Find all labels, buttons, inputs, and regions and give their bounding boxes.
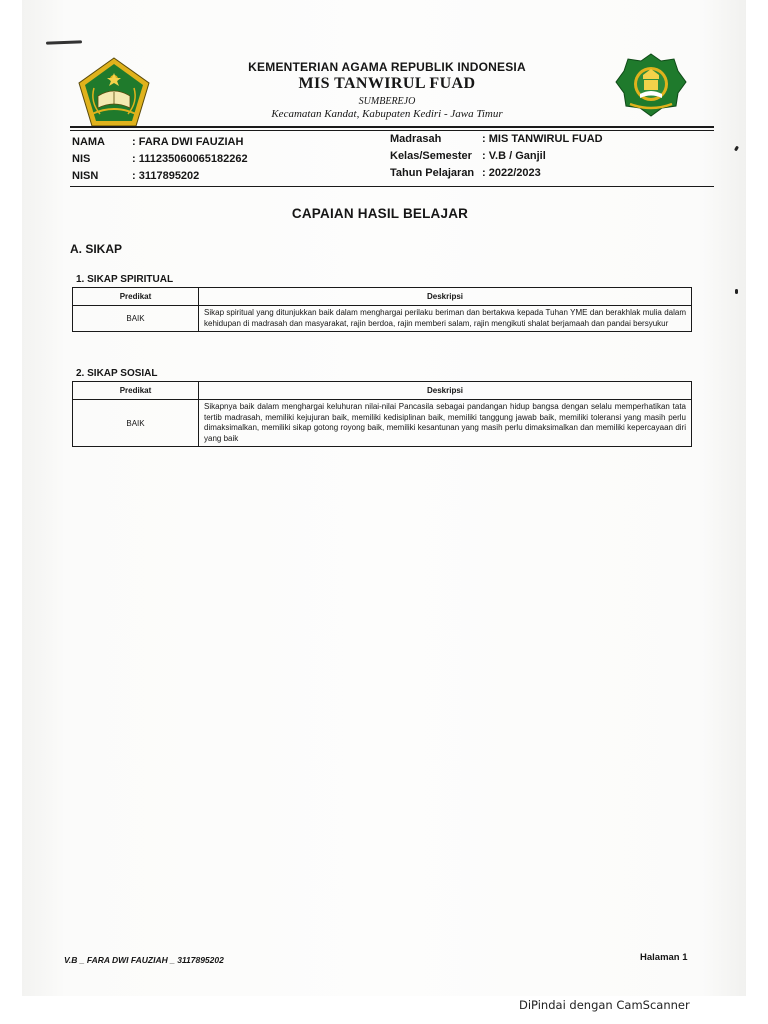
class-semester-value: : V.B / Ganjil xyxy=(482,150,546,162)
field-label: NISN xyxy=(72,170,99,182)
school-logo-icon xyxy=(614,52,688,118)
column-header: Deskripsi xyxy=(199,382,692,400)
field-label: Tahun Pelajaran xyxy=(390,167,475,179)
header-rule-thin xyxy=(70,130,714,131)
section-heading: A. SIKAP xyxy=(70,242,123,256)
table-header-row xyxy=(73,382,692,400)
class-semester-row xyxy=(390,150,690,167)
student-nis: : 111235060065182262 xyxy=(132,153,248,165)
social-table xyxy=(72,381,692,447)
school-address: Kecamatan Kandat, Kabupaten Kediri - Jawa Timur xyxy=(271,108,503,120)
student-nisn: : 3117895202 xyxy=(132,170,200,182)
ministry-logo-icon xyxy=(76,56,152,128)
column-header: Predikat xyxy=(73,382,199,400)
academic-year-value: : 2022/2023 xyxy=(482,167,541,179)
subsection-heading: 1. SIKAP SPIRITUAL xyxy=(76,274,174,285)
field-label: NAMA xyxy=(72,136,105,148)
madrasah-row xyxy=(390,133,690,150)
student-nis-row xyxy=(72,153,372,170)
scanned-page xyxy=(22,0,746,996)
village-name: SUMBEREJO xyxy=(358,96,416,107)
school-name: MIS TANWIRUL FUAD xyxy=(298,75,476,92)
predikat-cell: BAIK xyxy=(73,400,199,447)
page-title: CAPAIAN HASIL BELAJAR xyxy=(291,206,469,221)
column-header: Deskripsi xyxy=(199,288,692,306)
identity-rule xyxy=(70,186,714,187)
table-row xyxy=(73,306,692,332)
scanner-watermark: DiPindai dengan CamScanner xyxy=(519,998,690,1012)
student-name: : FARA DWI FAUZIAH xyxy=(132,136,244,148)
ink-dot xyxy=(734,146,739,152)
field-label: Madrasah xyxy=(390,133,442,145)
letterhead xyxy=(172,60,602,120)
field-label: NIS xyxy=(72,153,91,165)
header-rule xyxy=(70,126,714,128)
student-name-row xyxy=(72,136,372,153)
footer-student-id: V.B _ FARA DWI FAUZIAH _ 3117895202 xyxy=(64,955,224,965)
student-nisn-row xyxy=(72,170,372,187)
spiritual-table xyxy=(72,287,692,332)
ministry-name: KEMENTERIAN AGAMA REPUBLIK INDONESIA xyxy=(248,60,526,74)
deskripsi-cell: Sikapnya baik dalam menghargai keluhuran nilai-nilai Pancasila sebagai pandangan hidup bangsa dengan selalu memperhatikan tata tertib madrasah, memiliki kejujuran baik, memiliki kedisiplinan baik, memiliki tanggung jawab baik, memiliki toleransi yang masih perlu dimaksimalkan, memiliki sikap gotong royong baik, memiliki kesantunan yang masih perlu dimaksimalkan dan memiliki kepercayaan diri yang baik xyxy=(199,400,692,447)
school-identity xyxy=(390,133,690,184)
subsection-heading: 2. SIKAP SOSIAL xyxy=(76,368,158,379)
ink-dot xyxy=(735,289,738,294)
column-header: Predikat xyxy=(73,288,199,306)
madrasah-value: : MIS TANWIRUL FUAD xyxy=(482,133,603,145)
pen-mark xyxy=(46,40,82,44)
deskripsi-cell: Sikap spiritual yang ditunjukkan baik dalam menghargai perilaku beriman dan bertakwa kepada Tuhan YME dan berakhlak mulia dalam kehidupan di madrasah dan masyarakat, rajin berdoa, rajin memberi salam, rajin mengikuti shalat berjamaah dan pandai bersyukur xyxy=(199,306,692,332)
page-number: Halaman 1 xyxy=(640,952,688,963)
table-header-row xyxy=(73,288,692,306)
field-label: Kelas/Semester xyxy=(390,150,472,162)
table-row xyxy=(73,400,692,447)
student-identity xyxy=(72,136,372,187)
predikat-cell: BAIK xyxy=(73,306,199,332)
academic-year-row xyxy=(390,167,690,184)
